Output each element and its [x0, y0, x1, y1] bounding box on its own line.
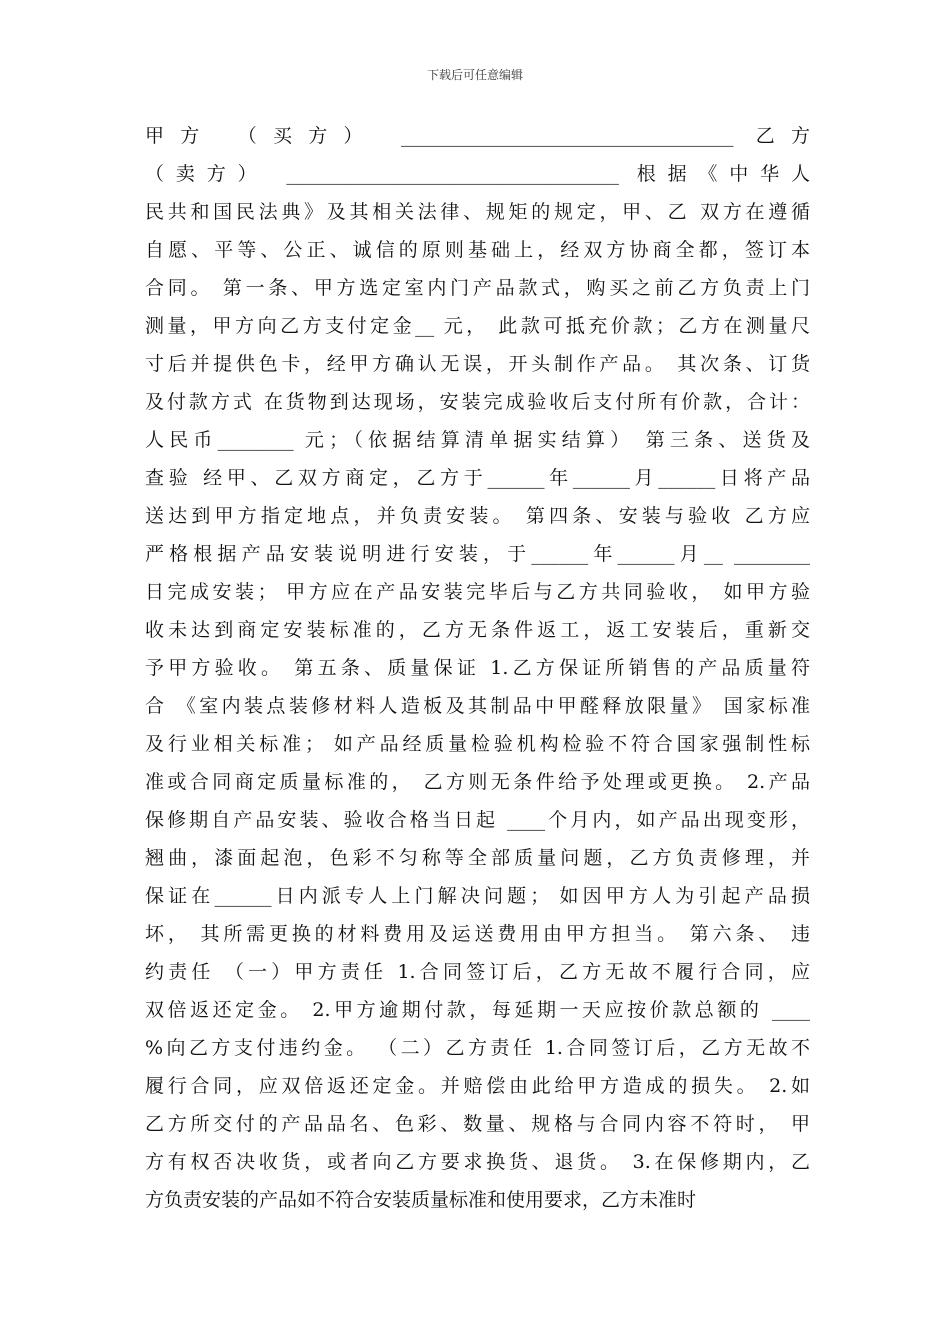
text-line: 日完成安装； 甲方应在产品安装完毕后与乙方共同验收， 如甲方验 [145, 581, 810, 603]
text-line: 约责任 （一）甲方责任 1.合同签订后，乙方无故不履行合同，应 [145, 961, 810, 983]
text-line: （卖方） ___________________________________ 根据《中华人 [145, 163, 810, 185]
text-line: 坏， 其所需更换的材料费用及运送费用由甲方担当。 第六条、 违 [145, 923, 810, 945]
text-line: 收未达到商定安装标准的，乙方无条件返工，返工安装后，重新交 [145, 619, 810, 641]
text-line: 保修期自产品安装、验收合格当日起 ____个月内，如产品出现变形， [145, 809, 810, 831]
page-header: 下载后可任意编辑 [426, 68, 523, 82]
text-line: 寸后并提供色卡，经甲方确认无误，开头制作产品。 其次条、订货 [145, 353, 810, 375]
text-line: 测量，甲方向乙方支付定金__ 元， 此款可抵充价款；乙方在测量尺 [145, 315, 810, 337]
text-line: 自愿、平等、公正、诚信的原则基础上，经双方协商全都，签订本 [145, 239, 810, 261]
text-line: 送达到甲方指定地点，并负责安装。 第四条、安装与验收 乙方应 [145, 505, 810, 527]
text-line: 准或合同商定质量标准的， 乙方则无条件给予处理或更换。 2.产品 [145, 771, 810, 793]
text-line: 合 《室内装点装修材料人造板及其制品中甲醛释放限量》 国家标准 [145, 695, 810, 717]
text-line: 甲方 （买方） ___________________________________ 乙方 [145, 125, 810, 147]
text-line: 合同。 第一条、甲方选定室内门产品款式，购买之前乙方负责上门 [145, 277, 810, 299]
text-line: 保证在______日内派专人上门解决问题； 如因甲方人为引起产品损 [145, 885, 810, 907]
text-line: 双倍返还定金。 2.甲方逾期付款，每延期一天应按价款总额的 ____ [145, 999, 810, 1021]
text-line: 及行业相关标准； 如产品经质量检验机构检验不符合国家强制性标 [145, 733, 810, 755]
text-line: 查验 经甲、乙双方商定，乙方于______年______月______日将产品 [145, 467, 810, 489]
text-line: 严格根据产品安装说明进行安装，于______年______月__ ________ [145, 543, 810, 565]
text-line: 翘曲，漆面起泡，色彩不匀称等全部质量问题，乙方负责修理，并 [145, 847, 810, 869]
text-line: 予甲方验收。 第五条、质量保证 1.乙方保证所销售的产品质量符 [145, 657, 810, 679]
text-line: 民共和国民法典》及其相关法律、规矩的规定，甲、乙 双方在遵循 [145, 201, 810, 223]
text-line: 乙方所交付的产品品名、色彩、数量、规格与合同内容不符时， 甲 [145, 1113, 810, 1135]
text-line: 及付款方式 在货物到达现场，安装完成验收后支付所有价款，合计： [145, 391, 810, 413]
contract-body [145, 117, 810, 1219]
text-line: %向乙方支付违约金。 （二）乙方责任 1.合同签订后，乙方无故不 [145, 1037, 810, 1059]
text-line: 方有权否决收货，或者向乙方要求换货、退货。 3.在保修期内，乙 [145, 1151, 810, 1173]
text-line: 方负责安装的产品如不符合安装质量标准和使用要求，乙方未准时 [145, 1189, 697, 1211]
text-line: 履行合同，应双倍返还定金。并赔偿由此给甲方造成的损失。 2.如 [145, 1075, 810, 1097]
text-line: 人民币________ 元；（依据结算清单据实结算） 第三条、送货及 [145, 429, 810, 451]
